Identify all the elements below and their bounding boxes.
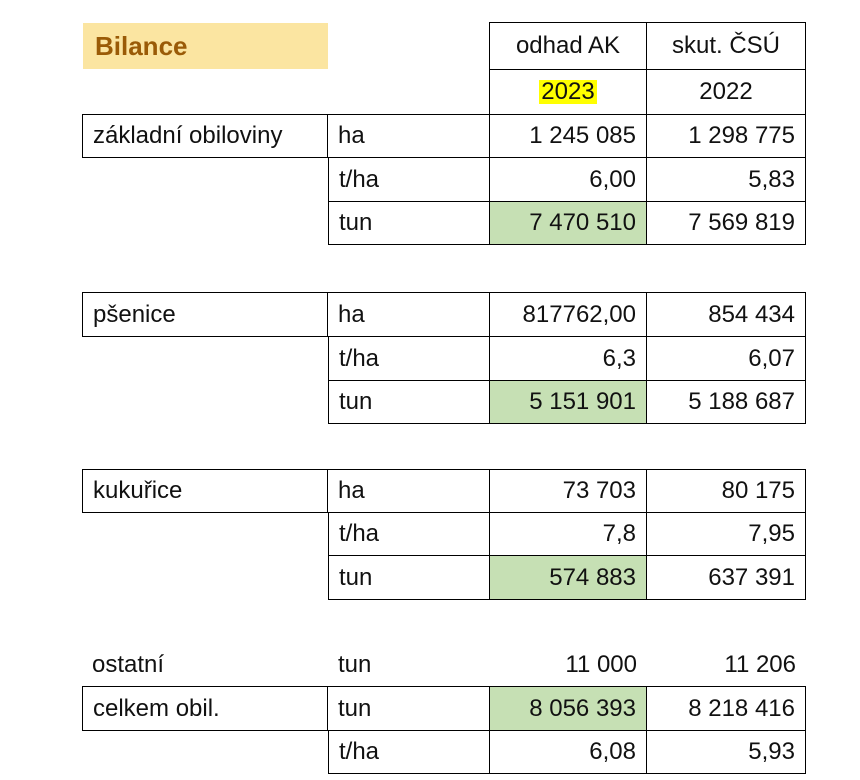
header-year-2023 bbox=[489, 69, 647, 114]
table-cell-unit: tun bbox=[328, 556, 489, 600]
table-cell-2023: 11 000 bbox=[565, 651, 637, 678]
table-cell-2022: 7 569 819 bbox=[647, 202, 806, 245]
table-cell-unit: ha bbox=[328, 469, 489, 513]
header-col-estimate bbox=[489, 22, 647, 69]
table-cell-unit: t/ha bbox=[328, 513, 489, 556]
table-cell-unit: ha bbox=[328, 114, 489, 158]
year-2023-label: 2023 bbox=[541, 78, 595, 105]
table-cell-unit: tun bbox=[328, 202, 489, 245]
table-cell-2023: 6,08 bbox=[489, 731, 647, 774]
table-cell-unit: tun bbox=[328, 381, 489, 424]
table-cell-2023: 6,00 bbox=[489, 158, 647, 202]
table-cell-2023-highlight: 7 470 510 bbox=[489, 202, 647, 245]
table-cell-2022: 6,07 bbox=[647, 337, 806, 381]
table-cell-2023: 73 703 bbox=[489, 469, 647, 513]
header-year-2022 bbox=[647, 69, 806, 114]
table-cell-unit: t/ha bbox=[328, 158, 489, 202]
row-name-total: celkem obil. bbox=[82, 686, 328, 731]
row-name-other: ostatní bbox=[92, 651, 165, 678]
table-cell-2023: 7,8 bbox=[489, 513, 647, 556]
table-cell-2022: 1 298 775 bbox=[647, 114, 806, 158]
table-cell-2023-highlight: 8 056 393 bbox=[489, 686, 647, 731]
table-cell-2022: 7,95 bbox=[647, 513, 806, 556]
table-cell-2023: 1 245 085 bbox=[489, 114, 647, 158]
header-col-actual bbox=[647, 22, 806, 69]
table-cell-unit: t/ha bbox=[328, 337, 489, 381]
page-title: Bilance bbox=[95, 31, 188, 61]
table-cell-2023: 817762,00 bbox=[489, 292, 647, 337]
table-cell-2022: 5 188 687 bbox=[647, 381, 806, 424]
year-2022-label: 2022 bbox=[699, 78, 753, 105]
header-col-actual-label: skut. ČSÚ bbox=[671, 32, 781, 59]
header-col-estimate-label: odhad AK bbox=[515, 32, 621, 59]
table-cell-2022: 80 175 bbox=[647, 469, 806, 513]
table-cell-2022: 5,93 bbox=[647, 731, 806, 774]
table-cell-2022: 8 218 416 bbox=[647, 686, 806, 731]
table-cell-2023-highlight: 574 883 bbox=[489, 556, 647, 600]
section-name-cereals: základní obiloviny bbox=[82, 114, 328, 158]
table-cell-2022: 11 206 bbox=[724, 651, 796, 678]
table-cell-2022: 5,83 bbox=[647, 158, 806, 202]
table-cell-2022: 854 434 bbox=[647, 292, 806, 337]
table-cell-2023: 6,3 bbox=[489, 337, 647, 381]
section-name-corn: kukuřice bbox=[82, 469, 328, 513]
table-cell-2022: 637 391 bbox=[647, 556, 806, 600]
title-box bbox=[83, 23, 328, 69]
table-cell-unit: tun bbox=[338, 651, 372, 678]
table-cell-unit: ha bbox=[328, 292, 489, 337]
section-name-wheat: pšenice bbox=[82, 292, 328, 337]
table-cell-unit: t/ha bbox=[328, 731, 489, 774]
table-cell-unit: tun bbox=[328, 686, 489, 731]
table-cell-2023-highlight: 5 151 901 bbox=[489, 381, 647, 424]
